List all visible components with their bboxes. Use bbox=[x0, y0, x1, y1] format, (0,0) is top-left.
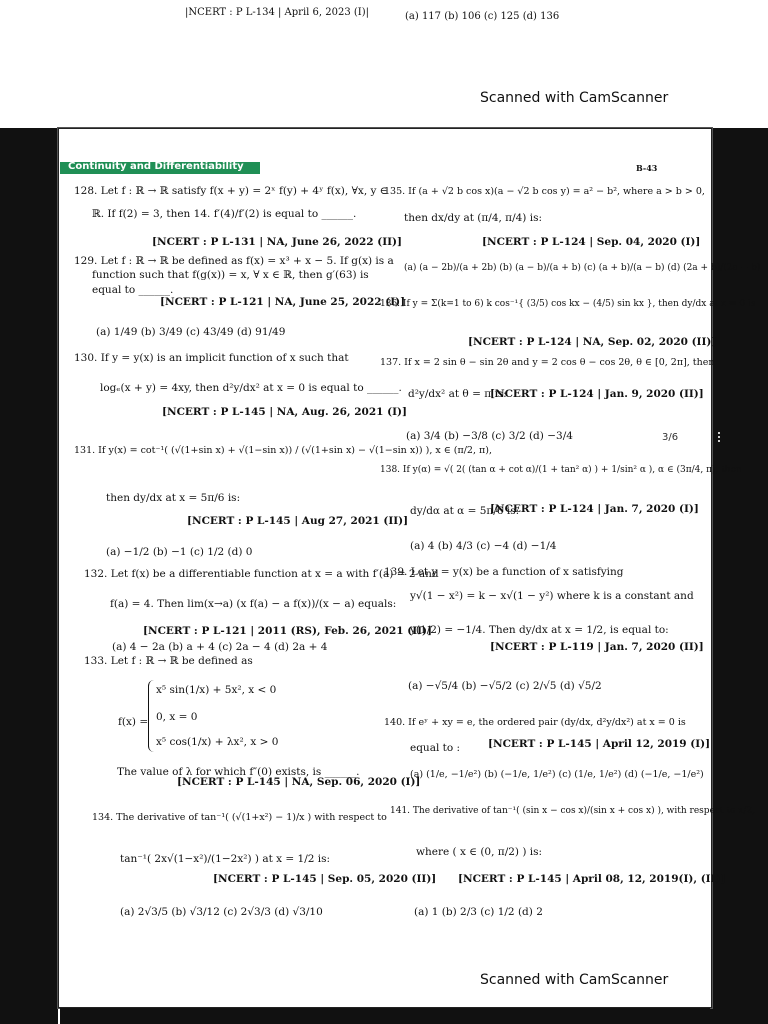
next-page-edge bbox=[60, 1008, 710, 1024]
q140-ref: [NCERT : P L-145 | April 12, 2019 (I)] bbox=[488, 738, 711, 750]
q141-ref: [NCERT : P L-145 | April 08, 12, 2019(I), (II)] bbox=[458, 873, 726, 885]
q129-options: (a) 1/49 (b) 3/49 (c) 43/49 (d) 91/49 bbox=[96, 326, 286, 338]
q132-ref: [NCERT : P L-121 | 2011 (RS), Feb. 26, 2021 (II)] bbox=[143, 625, 432, 637]
q133-case1: x⁵ sin(1/x) + 5x², x < 0 bbox=[156, 684, 277, 696]
previous-page-ref: |NCERT : P L-134 | April 6, 2023 (I)| bbox=[185, 7, 370, 18]
scan-border-left bbox=[0, 0, 58, 1024]
q138-ref: [NCERT : P L-124 | Jan. 7, 2020 (I)] bbox=[490, 503, 699, 515]
q135-line2: then dx/dy at (π/4, π/4) is: bbox=[404, 212, 543, 224]
q133-line1: 133. Let f : ℝ → ℝ be defined as bbox=[84, 655, 253, 667]
q133-ref: [NCERT : P L-145 | NA, Sep. 06, 2020 (I)] bbox=[177, 776, 421, 788]
q132-options: (a) 4 − 2a (b) a + 4 (c) 2a − 4 (d) 2a + 4 bbox=[112, 641, 328, 653]
q137-line2: d²y/dx² at θ = π is: bbox=[408, 388, 507, 400]
q137-line1: 137. If x = 2 sin θ − sin 2θ and y = 2 cos θ − cos 2θ, θ ∈ [0, 2π], then bbox=[380, 357, 715, 368]
q128-line1: 128. Let f : ℝ → ℝ satisfy f(x + y) = 2ˣ f(y) + 4ʸ f(x), ∀x, y ∈ bbox=[74, 185, 388, 197]
q129-ref: [NCERT : P L-121 | NA, June 25, 2022 (I)] bbox=[160, 296, 406, 308]
q129-line2: function such that f(g(x)) = x, ∀ x ∈ ℝ, then g′(63) is bbox=[92, 269, 369, 281]
q128-ref: [NCERT : P L-131 | NA, June 26, 2022 (II)] bbox=[152, 236, 402, 248]
q133-fx: f(x) = bbox=[118, 716, 149, 728]
q141-line2: where ( x ∈ (0, π/2) ) is: bbox=[416, 846, 543, 858]
q139-ref: [NCERT : P L-119 | Jan. 7, 2020 (II)] bbox=[490, 641, 704, 653]
q133-line2: The value of λ for which f″(0) exists, is ______. bbox=[117, 766, 360, 778]
q131-options: (a) −1/2 (b) −1 (c) 1/2 (d) 0 bbox=[106, 546, 253, 558]
page-indicator: 3/6 bbox=[662, 432, 679, 443]
q131-line1: 131. If y(x) = cot⁻¹( (√(1+sin x) + √(1−sin x)) / (√(1+sin x) − √(1−sin x)) ), x ∈ (π/2, π), bbox=[74, 445, 492, 456]
q130-ref: [NCERT : P L-145 | NA, Aug. 26, 2021 (I)] bbox=[162, 406, 407, 418]
q134-ref: [NCERT : P L-145 | Sep. 05, 2020 (II)] bbox=[213, 873, 437, 885]
camscanner-watermark-bottom: Scanned with CamScanner bbox=[480, 972, 669, 988]
q128-line2: ℝ. If f(2) = 3, then 14. f′(4)/f′(2) is equal to ______. bbox=[92, 208, 357, 220]
q138-options: (a) 4 (b) 4/3 (c) −4 (d) −1/4 bbox=[410, 540, 557, 552]
q140-line2: equal to : bbox=[410, 742, 461, 754]
q134-line2: tan⁻¹( 2x√(1−x²)/(1−2x²) ) at x = 1/2 is: bbox=[120, 853, 331, 865]
q129-line1: 129. Let f : ℝ → ℝ be defined as f(x) = x³ + x − 5. If g(x) is a bbox=[74, 255, 394, 267]
page-number: B-43 bbox=[636, 163, 658, 173]
q135-options: (a) (a − 2b)/(a + 2b) (b) (a − b)/(a + b) (c) (a + b)/(a − b) (d) (2a + b)/(2a − b) bbox=[404, 263, 761, 273]
q135-line1: 135. If (a + √2 b cos x)(a − √2 b cos y) = a² − b², where a > b > 0, bbox=[384, 186, 705, 197]
q139-line3: y(1/2) = −1/4. Then dy/dx at x = 1/2, is equal to: bbox=[410, 624, 669, 636]
chapter-title: Continuity and Differentiability bbox=[68, 161, 244, 172]
q134-options: (a) 2√3/5 (b) √3/12 (c) 2√3/3 (d) √3/10 bbox=[120, 906, 323, 918]
q137-options: (a) 3/4 (b) −3/8 (c) 3/2 (d) −3/4 bbox=[406, 430, 573, 442]
q141-line1: 141. The derivative of tan⁻¹( (sin x − cos x)/(sin x + cos x) ), with respect to x/2, bbox=[390, 806, 755, 816]
q138-line1: 138. If y(α) = √( 2( (tan α + cot α)/(1 + tan² α) ) + 1/sin² α ), α ∈ (3π/4, π), then bbox=[380, 465, 742, 475]
q137-ref: [NCERT : P L-124 | Jan. 9, 2020 (II)] bbox=[490, 388, 704, 400]
camscanner-watermark-top: Scanned with CamScanner bbox=[480, 90, 669, 106]
scan-border-right bbox=[710, 0, 768, 1024]
q130-line2: logₑ(x + y) = 4xy, then d²y/dx² at x = 0 is equal to ______. bbox=[100, 382, 402, 394]
q141-options: (a) 1 (b) 2/3 (c) 1/2 (d) 2 bbox=[414, 906, 543, 918]
q136-ref: [NCERT : P L-124 | NA, Sep. 02, 2020 (II)] bbox=[468, 336, 717, 348]
q129-line3: equal to ______. bbox=[92, 284, 174, 296]
q136-line1: 136. If y = Σ(k=1 to 6) k cos⁻¹{ (3/5) cos kx − (4/5) sin kx }, then dy/dx at x = 0 is bbox=[380, 299, 756, 309]
q139-line2: y√(1 − x²) = k − x√(1 − y²) where k is a constant and bbox=[410, 590, 694, 602]
q139-options: (a) −√5/4 (b) −√5/2 (c) 2/√5 (d) √5/2 bbox=[408, 680, 602, 692]
q131-ref: [NCERT : P L-145 | Aug 27, 2021 (II)] bbox=[187, 515, 409, 527]
q140-options: (a) (1/e, −1/e²) (b) (−1/e, 1/e²) (c) (1/e, 1/e²) (d) (−1/e, −1/e²) bbox=[410, 769, 704, 780]
q139-line1: 139. Let y = y(x) be a function of x satisfying bbox=[384, 566, 624, 578]
q132-line2: f(a) = 4. Then lim(x→a) (x f(a) − a f(x))/(x − a) equals: bbox=[110, 598, 397, 610]
q138-line2: dy/dα at α = 5π/6 is: bbox=[410, 505, 520, 517]
q133-brace bbox=[148, 680, 155, 752]
q133-case2: 0, x = 0 bbox=[156, 711, 198, 723]
previous-page-options: (a) 117 (b) 106 (c) 125 (d) 136 bbox=[405, 11, 560, 22]
q134-line1: 134. The derivative of tan⁻¹( (√(1+x²) − 1)/x ) with respect to bbox=[92, 812, 387, 823]
previous-page-strip bbox=[0, 0, 768, 128]
q133-case3: x⁵ cos(1/x) + λx², x > 0 bbox=[156, 736, 279, 748]
q131-line2: then dy/dx at x = 5π/6 is: bbox=[106, 492, 241, 504]
q130-line1: 130. If y = y(x) is an implicit function of x such that bbox=[74, 352, 349, 364]
q135-ref: [NCERT : P L-124 | Sep. 04, 2020 (I)] bbox=[482, 236, 701, 248]
q132-line1: 132. Let f(x) be a differentiable function at x = a with f′(a) = 2 and bbox=[84, 568, 439, 580]
q140-line1: 140. If eʸ + xy = e, the ordered pair (dy/dx, d²y/dx²) at x = 0 is bbox=[384, 717, 686, 728]
drag-handle-icon[interactable] bbox=[714, 430, 724, 446]
